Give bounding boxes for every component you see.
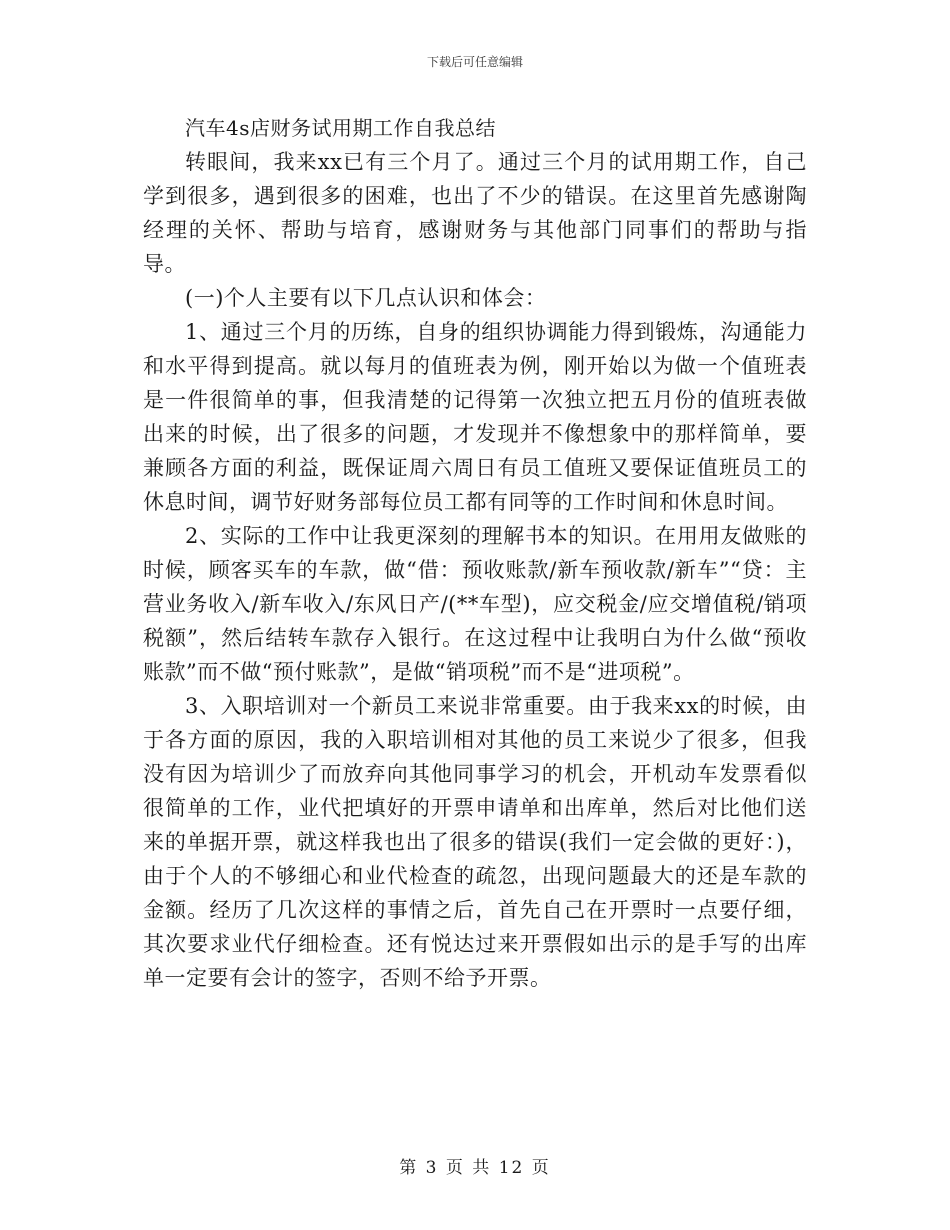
paragraph-point-2: 2、实际的工作中让我更深刻的理解书本的知识。在用用友做账的时候，顾客买车的车款，做“借：预收账款/新车预收款/新车”“贷：主营业务收入/新车收入/东风日产/(**车型)，应交税金/应交增值税/销项税额”，然后结转车款存入银行。在这过程中让我明白为什么做“预收账款”而不做“预付账款”，是做“销项税”而不是“进项税”。 <box>143 524 807 684</box>
paragraph-section-heading: (一)个人主要有以下几点认识和体会： <box>185 286 547 310</box>
page-number-footer: 第 3 页 共 12 页 <box>399 1158 551 1178</box>
paragraph-point-3: 3、入职培训对一个新员工来说非常重要。由于我来xx的时候，由于各方面的原因，我的入职培训相对其他的员工来说少了很多，但我没有因为培训少了而放弃向其他同事学习的机会，开机动车发票看似很简单的工作，业代把填好的开票申请单和出库单，然后对比他们送来的单据开票，就这样我也出了很多的错误(我们一定会做的更好：)，由于个人的不够细心和业代检查的疏忽，出现问题最大的还是车款的金额。经历了几次这样的事情之后，首先自己在开票时一点要仔细，其次要求业代仔细检查。还有悦达过来开票假如出示的是手写的出库单一定要有会计的签字，否则不给予开票。 <box>143 694 807 990</box>
paragraph-point-1: 1、通过三个月的历练，自身的组织协调能力得到锻炼，沟通能力和水平得到提高。就以每月的值班表为例，刚开始以为做一个值班表是一件很简单的事，但我清楚的记得第一次独立把五月份的值班表做出来的时候，出了很多的问题，才发现并不像想象中的那样简单，要兼顾各方面的利益，既保证周六周日有员工值班又要保证值班员工的休息时间，调节好财务部每位员工都有同等的工作时间和休息时间。 <box>143 320 807 514</box>
document-title: 汽车4s店财务试用期工作自我总结 <box>185 116 496 140</box>
page-header: 下载后可任意编辑 <box>426 55 523 69</box>
paragraph-intro: 转眼间，我来xx已有三个月了。通过三个月的试用期工作，自己学到很多，遇到很多的困难，也出了不少的错误。在这里首先感谢陶经理的关怀、帮助与培育，感谢财务与其他部门同事们的帮助与指导。 <box>143 150 807 276</box>
document-body <box>143 111 807 995</box>
